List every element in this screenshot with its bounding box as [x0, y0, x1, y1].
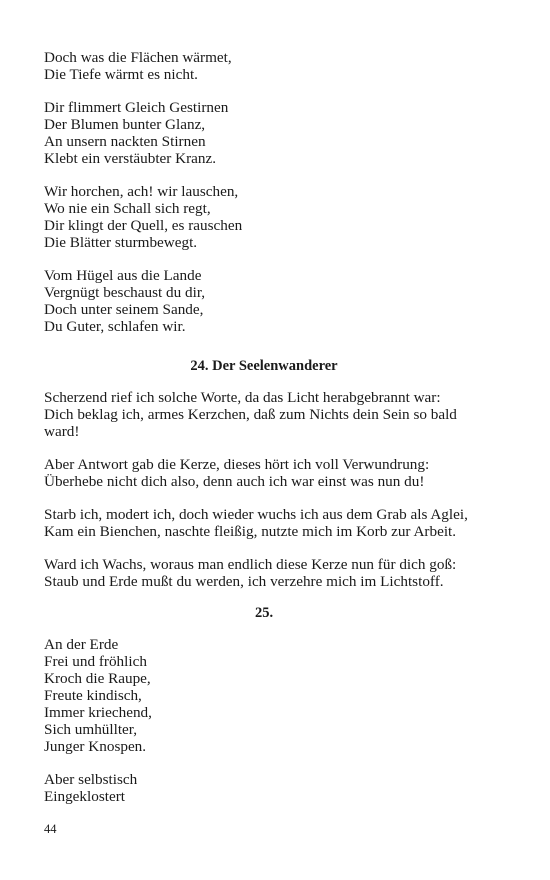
- poem-24-title: 24. Der Seelenwanderer: [190, 358, 338, 374]
- verse-line: Wir horchen, ach! wir lauschen,: [44, 183, 239, 200]
- verse-line: Immer kriechend,: [44, 704, 152, 721]
- verse-line: Vom Hügel aus die Lande: [44, 267, 202, 284]
- poem-25-title: 25.: [254, 605, 274, 621]
- stanza: [44, 267, 484, 335]
- verse-line: Die Tiefe wärmt es nicht.: [44, 66, 198, 83]
- verse-line: Scherzend rief ich solche Worte, da das Licht herabgebrannt war:: [44, 389, 441, 406]
- stanza: [44, 636, 484, 755]
- stanza: [44, 506, 484, 540]
- poem-25-body: [44, 636, 484, 805]
- verse-line: Vergnügt beschaust du dir,: [44, 284, 206, 301]
- verse-line: Staub und Erde mußt du werden, ich verzehre mich im Lichtstoff.: [44, 573, 444, 590]
- stanza: [44, 389, 484, 440]
- verse-line: Der Blumen bunter Glanz,: [44, 116, 206, 133]
- stanza: [44, 556, 484, 590]
- page-number: 44: [44, 822, 57, 836]
- verse-line: Überhebe nicht dich also, denn auch ich war einst was nun du!: [44, 473, 425, 490]
- verse-line: Aber Antwort gab die Kerze, dieses hört ich voll Verwundrung:: [44, 456, 430, 473]
- verse-line: Wo nie ein Schall sich regt,: [44, 200, 211, 217]
- verse-line: Frei und fröhlich: [44, 653, 147, 670]
- verse-line: Junger Knospen.: [44, 738, 147, 755]
- verse-line: Dir flimmert Gleich Gestirnen: [44, 99, 229, 116]
- verse-line: Klebt ein verstäubter Kranz.: [44, 150, 217, 167]
- verse-line: ward!: [44, 423, 80, 440]
- verse-line: Kroch die Raupe,: [44, 670, 151, 687]
- verse-line: An unsern nackten Stirnen: [44, 133, 206, 150]
- stanza: [44, 183, 484, 251]
- verse-line: Dich beklag ich, armes Kerzchen, daß zum Nichts dein Sein so bald: [44, 406, 457, 423]
- poem-24-body: [44, 389, 484, 590]
- stanza: [44, 49, 484, 83]
- verse-line: Freute kindisch,: [44, 687, 142, 704]
- verse-line: Sich umhüllter,: [44, 721, 138, 738]
- verse-line: Die Blätter sturmbewegt.: [44, 234, 198, 251]
- verse-line: Ward ich Wachs, woraus man endlich diese Kerze nun für dich goß:: [44, 556, 457, 573]
- verse-line: Du Guter, schlafen wir.: [44, 318, 186, 335]
- stanza: [44, 99, 484, 167]
- stanza: [44, 771, 484, 805]
- poem-23-continuation: [44, 49, 484, 335]
- verse-line: Aber selbstisch: [44, 771, 138, 788]
- verse-line: Dir klingt der Quell, es rauschen: [44, 217, 243, 234]
- stanza: [44, 456, 484, 490]
- verse-line: Eingeklostert: [44, 788, 125, 805]
- book-page: [44, 49, 484, 805]
- verse-line: An der Erde: [44, 636, 119, 653]
- verse-line: Starb ich, modert ich, doch wieder wuchs ich aus dem Grab als Aglei,: [44, 506, 468, 523]
- verse-line: Doch was die Flächen wärmet,: [44, 49, 232, 66]
- verse-line: Kam ein Bienchen, naschte fleißig, nutzte mich im Korb zur Arbeit.: [44, 523, 457, 540]
- verse-line: Doch unter seinem Sande,: [44, 301, 204, 318]
